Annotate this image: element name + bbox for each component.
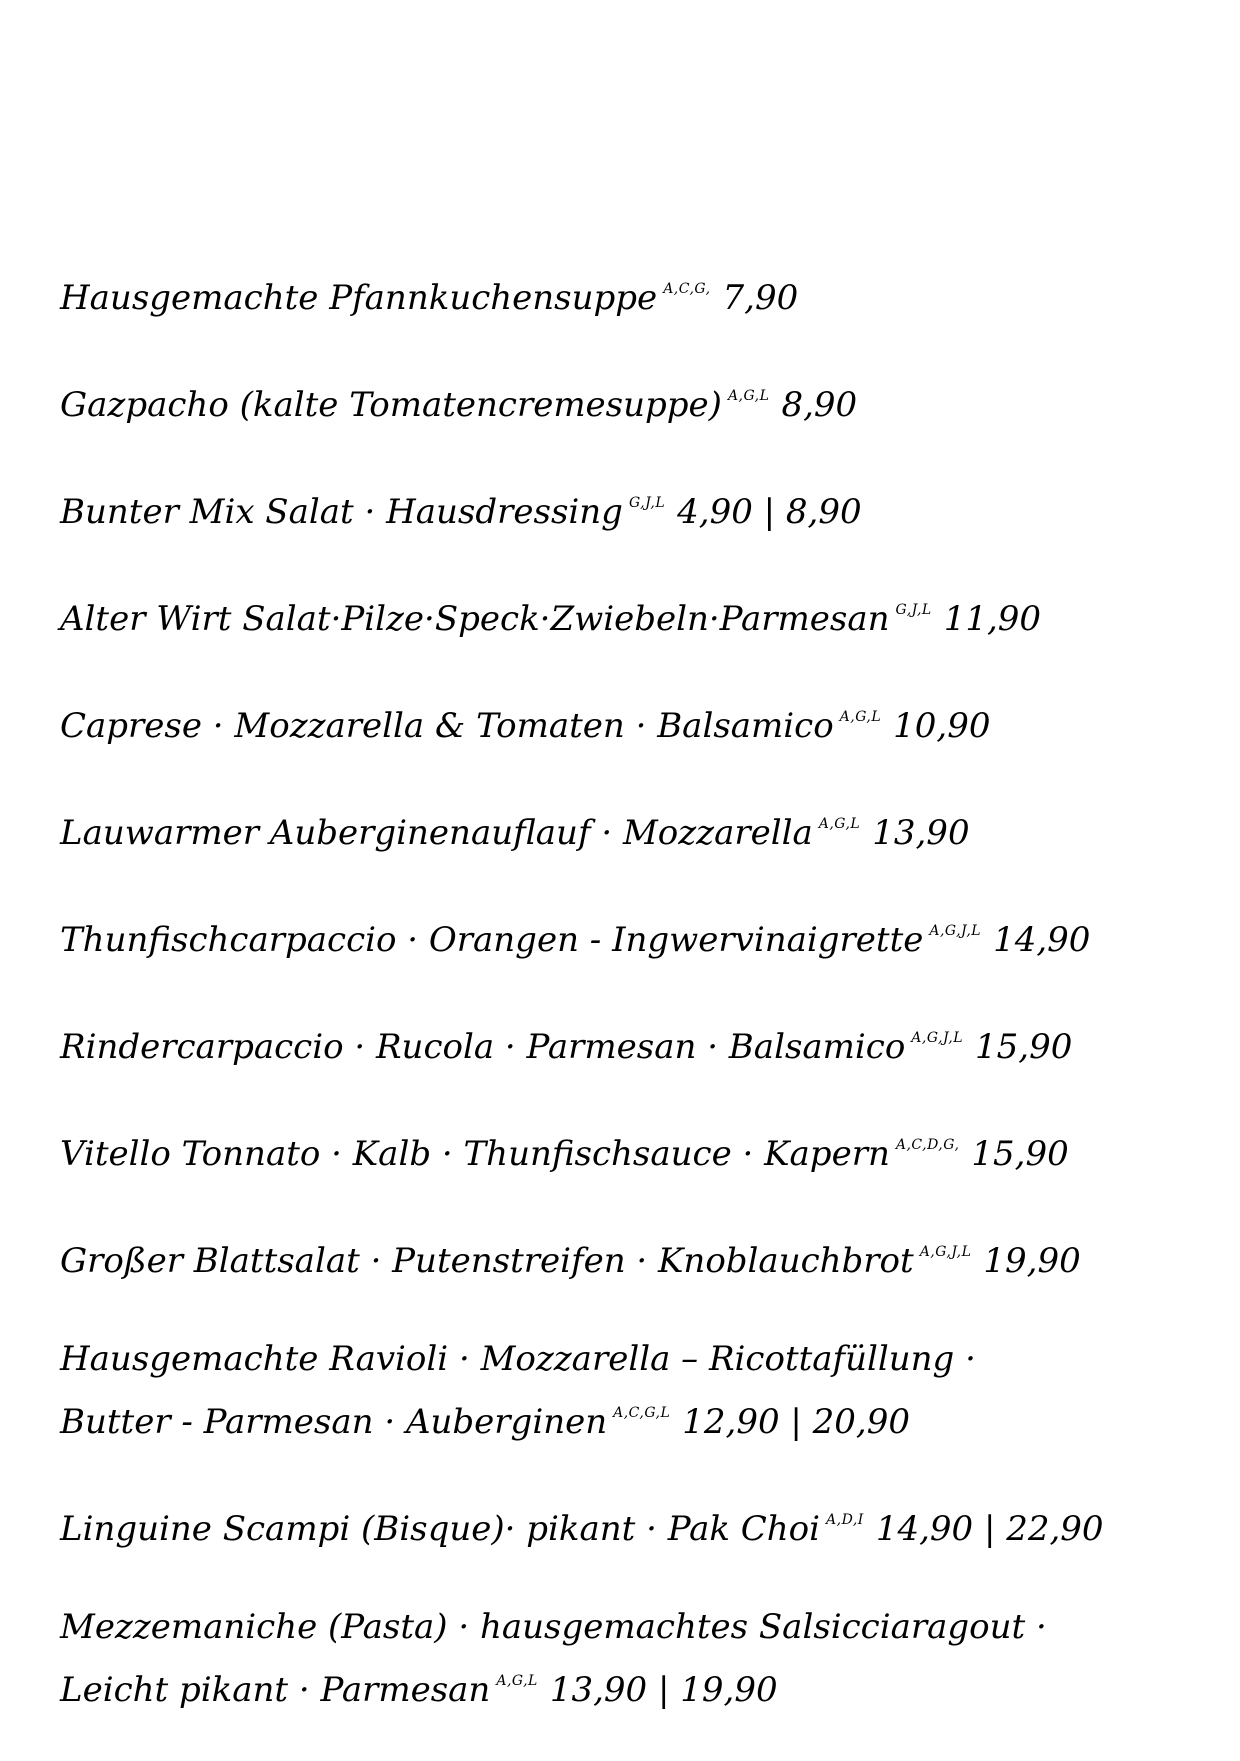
dish-name-line-2 bbox=[60, 1386, 1200, 1449]
dish-name-line-1: Mezzemaniche (Pasta) · hausgemachtes Salsicciaragout · bbox=[60, 1607, 1047, 1647]
allergen-codes: A,G,J,L bbox=[911, 1030, 964, 1046]
dish-name-line-1: Hausgemachte Ravioli · Mozzarella – Ricottafüllung · bbox=[60, 1339, 976, 1379]
allergen-codes: A,C,G,L bbox=[613, 1405, 671, 1421]
menu-item bbox=[60, 1011, 1200, 1074]
dish-name: Großer Blattsalat · Putenstreifen · Knoblauchbrot bbox=[60, 1241, 914, 1281]
allergen-codes: A,G,L bbox=[839, 709, 882, 725]
dish-name: Caprese · Mozzarella & Tomaten · Balsamico bbox=[60, 706, 834, 746]
dish-name: Leicht pikant · Parmesan bbox=[60, 1670, 491, 1710]
dish-name: Thunfischcarpaccio · Orangen - Ingwervinaigrette bbox=[60, 920, 924, 960]
dish-name: Hausgemachte Pfannkuchensuppe bbox=[60, 278, 658, 318]
dish-name-line-2 bbox=[60, 1654, 1200, 1717]
allergen-codes: G,J,L bbox=[895, 602, 932, 618]
allergen-codes: A,C,G, bbox=[663, 281, 711, 297]
dish-name: Gazpacho (kalte Tomatencremesuppe) bbox=[60, 385, 722, 425]
menu-item bbox=[60, 1225, 1200, 1288]
menu-item bbox=[60, 1600, 1200, 1717]
menu-item bbox=[60, 583, 1200, 646]
allergen-codes: A,G,L bbox=[818, 816, 861, 832]
menu-item bbox=[60, 1332, 1200, 1449]
menu-list bbox=[60, 262, 1200, 1761]
allergen-codes: G,J,L bbox=[628, 495, 666, 511]
dish-price: 4,90 | 8,90 bbox=[677, 492, 862, 532]
menu-item bbox=[60, 1493, 1200, 1556]
dish-name: Rindercarpaccio · Rucola · Parmesan · Balsamico bbox=[60, 1027, 906, 1067]
dish-name: Bunter Mix Salat · Hausdressing bbox=[60, 492, 623, 532]
allergen-codes: A,G,J,L bbox=[929, 923, 982, 939]
menu-item bbox=[60, 262, 1200, 325]
dish-price: 7,90 bbox=[722, 278, 799, 318]
menu-item bbox=[60, 369, 1200, 432]
menu-item bbox=[60, 797, 1200, 860]
menu-item bbox=[60, 690, 1200, 753]
dish-price: 11,90 bbox=[943, 599, 1042, 639]
dish-price: 10,90 bbox=[893, 706, 991, 746]
menu-item bbox=[60, 904, 1200, 967]
menu-item bbox=[60, 1118, 1200, 1181]
dish-name: Lauwarmer Auberginenauflauf · Mozzarella bbox=[60, 813, 813, 853]
allergen-codes: A,C,D,G, bbox=[895, 1137, 960, 1153]
dish-price: 19,90 bbox=[983, 1241, 1081, 1281]
dish-price: 14,90 | 22,90 bbox=[875, 1509, 1104, 1549]
allergen-codes: A,G,L bbox=[496, 1673, 538, 1689]
dish-name: Vitello Tonnato · Kalb · Thunfischsauce · Kapern bbox=[60, 1134, 890, 1174]
dish-price: 15,90 bbox=[971, 1134, 1069, 1174]
dish-price: 14,90 bbox=[993, 920, 1091, 960]
dish-name: Linguine Scampi (Bisque)· pikant · Pak Choi bbox=[60, 1509, 821, 1549]
dish-price: 13,90 bbox=[872, 813, 970, 853]
dish-price: 15,90 bbox=[975, 1027, 1073, 1067]
dish-price: 8,90 bbox=[781, 385, 858, 425]
allergen-codes: A,D,I bbox=[826, 1512, 864, 1528]
allergen-codes: A,G,L bbox=[727, 388, 770, 404]
menu-item bbox=[60, 476, 1200, 539]
allergen-codes: A,G,J,L bbox=[919, 1244, 972, 1260]
dish-name: Alter Wirt Salat·Pilze·Speck·Zwiebeln·Parmesan bbox=[60, 599, 890, 639]
dish-price: 12,90 | 20,90 bbox=[682, 1402, 911, 1442]
dish-name: Butter - Parmesan · Auberginen bbox=[60, 1402, 608, 1442]
dish-price: 13,90 | 19,90 bbox=[549, 1670, 778, 1710]
